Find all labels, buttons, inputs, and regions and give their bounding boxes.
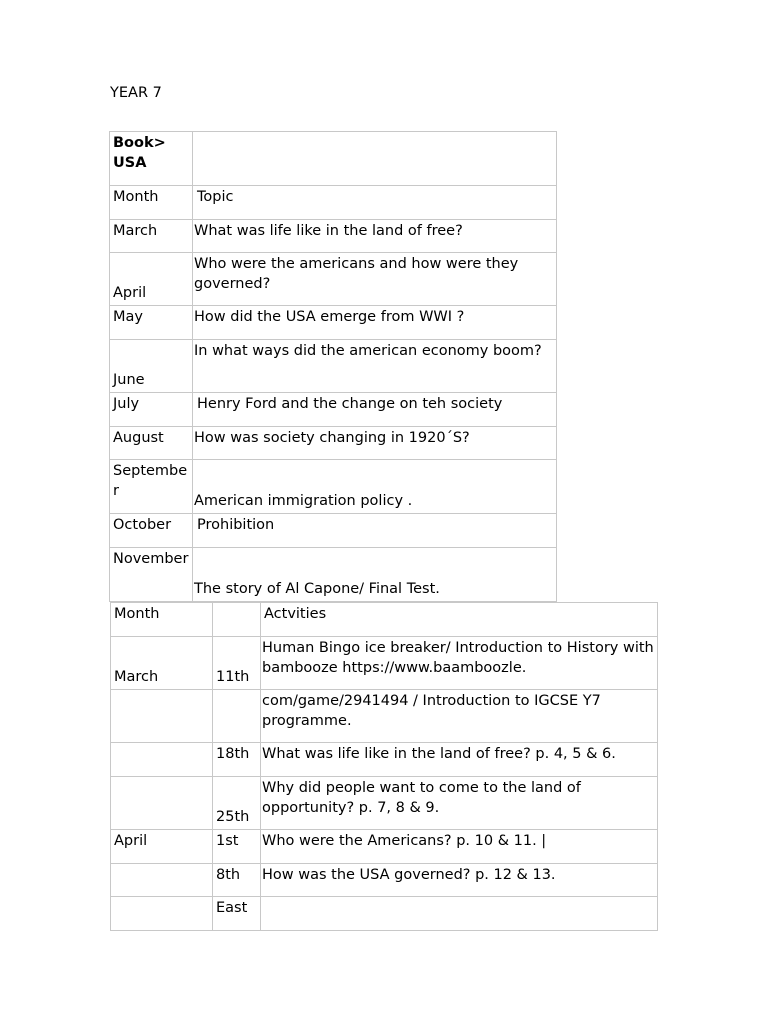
- topic-cell: Who were the americans and how were they governed?: [193, 253, 557, 306]
- table-row: [110, 220, 557, 253]
- month-cell: June: [110, 340, 193, 393]
- book-header-cell: Book> USA: [110, 132, 193, 186]
- topic-cell: The story of Al Capone/ Final Test.: [193, 548, 557, 602]
- activity-cell: com/game/2941494 / Introduction to IGCSE Y7 programme.: [261, 690, 658, 743]
- activity-cell: How was the USA governed? p. 12 & 13.: [261, 864, 658, 897]
- topic-cell: What was life like in the land of free?: [193, 220, 557, 253]
- table-row: [110, 253, 557, 306]
- date-cell: 11th: [213, 637, 261, 690]
- date-cell: 25th: [213, 777, 261, 830]
- activity-cell: Who were the Americans? p. 10 & 11. |: [261, 830, 658, 864]
- table-row: [110, 340, 557, 393]
- activities-table: [110, 602, 658, 931]
- table-row: [111, 777, 658, 830]
- month-cell: March: [111, 637, 213, 690]
- activity-cell: Human Bingo ice breaker/ Introduction to History with bambooze https://www.baamboozle.: [261, 637, 658, 690]
- month-cell: April: [111, 830, 213, 864]
- column-header: [213, 603, 261, 637]
- table-row: [110, 460, 557, 514]
- month-cell: [111, 690, 213, 743]
- topic-cell: How was society changing in 1920´S?: [193, 427, 557, 460]
- table-row: [111, 743, 658, 777]
- month-cell: March: [110, 220, 193, 253]
- table-row: [111, 897, 658, 931]
- month-cell: April: [110, 253, 193, 306]
- table-row: [110, 548, 557, 602]
- topic-cell: American immigration policy .: [193, 460, 557, 514]
- date-cell: [213, 690, 261, 743]
- month-cell: August: [110, 427, 193, 460]
- table-row: [111, 830, 658, 864]
- topic-cell: How did the USA emerge from WWI ?: [193, 306, 557, 340]
- column-header-row: [110, 186, 557, 220]
- month-cell: September: [110, 460, 193, 514]
- column-header: Month: [110, 186, 193, 220]
- month-cell: October: [110, 514, 193, 548]
- page-heading: YEAR 7: [110, 85, 162, 101]
- activity-cell: Why did people want to come to the land of opportunity? p. 7, 8 & 9.: [261, 777, 658, 830]
- column-header-row: [111, 603, 658, 637]
- month-cell: [111, 777, 213, 830]
- activity-cell: What was life like in the land of free? p. 4, 5 & 6.: [261, 743, 658, 777]
- table-row: [110, 427, 557, 460]
- table-row: [110, 393, 557, 427]
- column-header: Actvities: [261, 603, 658, 637]
- month-cell: November: [110, 548, 193, 602]
- table-header-row: [110, 132, 557, 186]
- topic-cell: Henry Ford and the change on teh society: [193, 393, 557, 427]
- month-cell: [111, 743, 213, 777]
- column-header: Month: [111, 603, 213, 637]
- date-cell: 1st: [213, 830, 261, 864]
- date-cell: 8th: [213, 864, 261, 897]
- table-row: [110, 514, 557, 548]
- table-row: [110, 306, 557, 340]
- date-cell: 18th: [213, 743, 261, 777]
- empty-header-cell: [193, 132, 557, 186]
- month-cell: May: [110, 306, 193, 340]
- table-row: [111, 864, 658, 897]
- date-cell: East: [213, 897, 261, 931]
- topics-table: [109, 131, 557, 602]
- topic-cell: In what ways did the american economy boom?: [193, 340, 557, 393]
- month-cell: [111, 897, 213, 931]
- topic-cell: Prohibition: [193, 514, 557, 548]
- month-cell: July: [110, 393, 193, 427]
- month-cell: [111, 864, 213, 897]
- activity-cell: [261, 897, 658, 931]
- table-row: [111, 637, 658, 690]
- column-header: Topic: [193, 186, 557, 220]
- table-row: [111, 690, 658, 743]
